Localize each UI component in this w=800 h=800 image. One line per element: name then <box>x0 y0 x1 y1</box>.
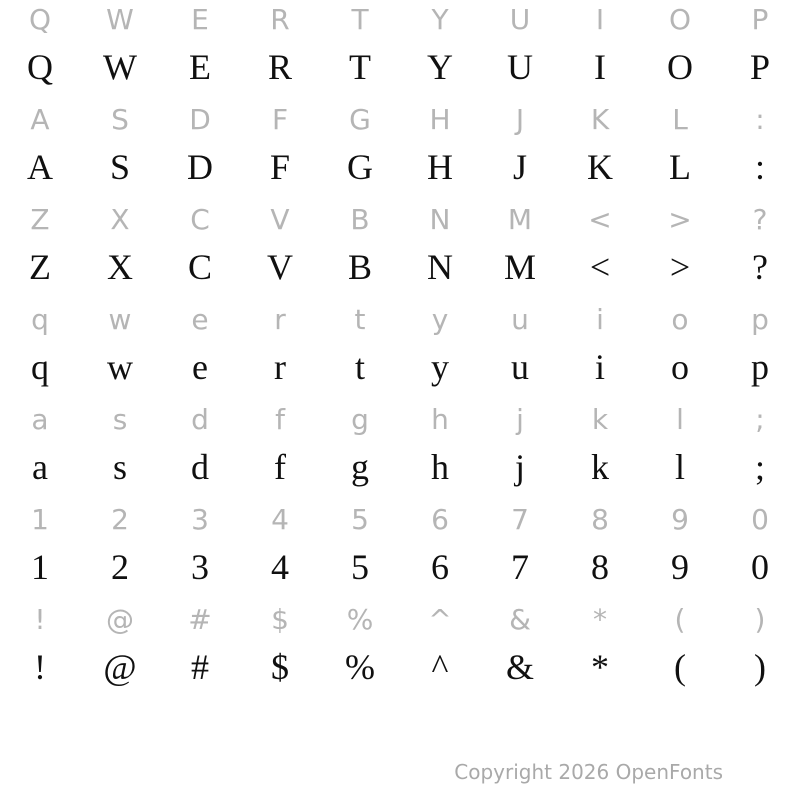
glyph-cell: C <box>190 202 210 236</box>
glyph-cell: A <box>27 147 53 187</box>
glyph-cell: @ <box>103 647 137 687</box>
glyph-cell: & <box>505 647 534 687</box>
glyph-cell: f <box>275 402 285 436</box>
glyph-cell: L <box>672 102 688 136</box>
glyph-cell: d <box>191 402 209 436</box>
glyph-cell: ( <box>674 647 686 687</box>
glyph-cell: ( <box>674 602 686 636</box>
glyph-cell: T <box>351 2 369 36</box>
specimen-row <box>0 338 800 396</box>
glyph-cell: ? <box>752 247 768 287</box>
glyph-cell: ) <box>754 602 766 636</box>
glyph-cell: C <box>187 247 212 287</box>
reference-row <box>0 600 800 638</box>
glyph-cell: < <box>588 202 612 236</box>
glyph-cell: ; <box>755 402 765 436</box>
glyph-cell: ! <box>34 602 46 636</box>
glyph-cell: G <box>347 147 373 187</box>
glyph-cell: 7 <box>511 502 529 536</box>
glyph-cell: ^ <box>431 647 449 687</box>
glyph-cell: h <box>431 402 449 436</box>
glyph-cell: < <box>589 247 611 287</box>
glyph-cell: P <box>749 47 771 87</box>
glyph-cell: U <box>509 2 531 36</box>
copyright-text: Copyright 2026 OpenFonts <box>454 760 723 784</box>
glyph-cell: p <box>751 347 769 387</box>
glyph-cell: F <box>271 102 289 136</box>
glyph-cell: 6 <box>431 547 449 587</box>
glyph-row-pair <box>0 300 800 400</box>
glyph-cell: 3 <box>191 502 209 536</box>
glyph-cell: y <box>431 302 449 336</box>
glyph-cell: B <box>350 202 370 236</box>
reference-row <box>0 100 800 138</box>
glyph-cell: ^ <box>428 602 452 636</box>
glyph-cell: R <box>270 2 290 36</box>
glyph-cell: ) <box>754 647 766 687</box>
glyph-cell: Q <box>27 47 53 87</box>
glyph-cell: B <box>347 247 372 287</box>
specimen-row <box>0 438 800 496</box>
glyph-cell: l <box>674 447 685 487</box>
glyph-cell: U <box>507 47 533 87</box>
glyph-cell: 5 <box>351 547 369 587</box>
glyph-cell: w <box>107 347 133 387</box>
glyph-cell: 1 <box>31 502 49 536</box>
glyph-cell: F <box>269 147 291 187</box>
glyph-cell: * <box>593 602 607 636</box>
glyph-cell: 4 <box>271 502 289 536</box>
glyph-cell: g <box>351 402 369 436</box>
glyph-cell: 8 <box>591 547 609 587</box>
glyph-row-pair <box>0 600 800 700</box>
glyph-cell: W <box>106 2 134 36</box>
glyph-cell: O <box>668 2 692 36</box>
glyph-cell: ? <box>752 202 768 236</box>
glyph-cell: 1 <box>31 547 49 587</box>
glyph-cell: * <box>591 647 609 687</box>
glyph-cell: p <box>751 302 769 336</box>
glyph-cell: 8 <box>591 502 609 536</box>
glyph-row-pair <box>0 500 800 600</box>
glyph-cell: $ <box>271 647 289 687</box>
glyph-cell: W <box>103 47 137 87</box>
specimen-row <box>0 38 800 96</box>
reference-row <box>0 300 800 338</box>
glyph-cell: O <box>667 47 693 87</box>
glyph-cell: i <box>596 302 604 336</box>
glyph-cell: ; <box>754 447 765 487</box>
glyph-cell: 6 <box>431 502 449 536</box>
glyph-cell: e <box>192 347 208 387</box>
glyph-cell: : <box>755 102 765 136</box>
glyph-cell: X <box>110 202 130 236</box>
glyph-cell: K <box>587 147 613 187</box>
glyph-cell: H <box>427 147 453 187</box>
specimen-row <box>0 538 800 596</box>
glyph-cell: E <box>189 47 211 87</box>
glyph-cell: h <box>431 447 449 487</box>
glyph-cell: T <box>349 47 371 87</box>
glyph-cell: H <box>429 102 451 136</box>
glyph-cell: 0 <box>751 547 769 587</box>
glyph-cell: V <box>270 202 290 236</box>
glyph-cell: j <box>514 447 525 487</box>
glyph-cell: D <box>189 102 211 136</box>
specimen-row <box>0 138 800 196</box>
glyph-cell: $ <box>271 602 289 636</box>
glyph-cell: P <box>751 2 769 36</box>
glyph-cell: 3 <box>191 547 209 587</box>
glyph-cell: V <box>267 247 293 287</box>
glyph-cell: > <box>669 247 691 287</box>
glyph-cell: o <box>671 347 689 387</box>
glyph-cell: N <box>429 202 451 236</box>
glyph-cell: Q <box>28 2 52 36</box>
glyph-cell: q <box>31 302 49 336</box>
glyph-cell: 4 <box>271 547 289 587</box>
reference-row <box>0 400 800 438</box>
glyph-cell: s <box>112 447 127 487</box>
glyph-cell: k <box>591 447 609 487</box>
glyph-cell: q <box>31 347 49 387</box>
glyph-cell: k <box>591 402 609 436</box>
glyph-cell: 9 <box>671 502 689 536</box>
glyph-cell: I <box>595 2 605 36</box>
glyph-cell: M <box>503 247 536 287</box>
glyph-cell: w <box>108 302 132 336</box>
glyph-cell: 2 <box>111 547 129 587</box>
glyph-cell: M <box>507 202 533 236</box>
reference-row <box>0 500 800 538</box>
glyph-cell: A <box>30 102 50 136</box>
glyph-cell: Z <box>30 202 50 236</box>
glyph-cell: # <box>188 602 212 636</box>
glyph-cell: % <box>345 647 375 687</box>
glyph-row-pair <box>0 400 800 500</box>
glyph-cell: u <box>511 347 529 387</box>
glyph-cell: o <box>671 302 689 336</box>
glyph-cell: g <box>351 447 369 487</box>
glyph-cell: d <box>191 447 209 487</box>
glyph-cell: f <box>274 447 286 487</box>
glyph-cell: 5 <box>351 502 369 536</box>
glyph-cell: : <box>754 147 765 187</box>
glyph-cell: > <box>668 202 692 236</box>
glyph-cell: % <box>346 602 374 636</box>
glyph-cell: S <box>111 102 129 136</box>
glyph-cell: @ <box>106 602 134 636</box>
glyph-cell: i <box>594 347 605 387</box>
glyph-cell: a <box>31 402 49 436</box>
glyph-cell: Z <box>29 247 51 287</box>
glyph-cell: t <box>354 347 365 387</box>
glyph-cell: Y <box>427 47 453 87</box>
glyph-cell: t <box>354 302 366 336</box>
glyph-cell: 7 <box>511 547 529 587</box>
glyph-cell: D <box>187 147 213 187</box>
specimen-row <box>0 638 800 696</box>
glyph-row-pair <box>0 100 800 200</box>
glyph-cell: ! <box>34 647 46 687</box>
glyph-cell: 0 <box>751 502 769 536</box>
glyph-cell: & <box>509 602 531 636</box>
glyph-cell: 2 <box>111 502 129 536</box>
specimen-row <box>0 238 800 296</box>
glyph-cell: y <box>431 347 449 387</box>
glyph-cell: 9 <box>671 547 689 587</box>
reference-row <box>0 200 800 238</box>
glyph-cell: s <box>112 402 128 436</box>
glyph-cell: S <box>109 147 131 187</box>
glyph-cell: j <box>516 402 524 436</box>
glyph-cell: # <box>191 647 209 687</box>
glyph-cell: J <box>515 102 525 136</box>
glyph-cell: G <box>349 102 371 136</box>
glyph-cell: u <box>511 302 529 336</box>
glyph-cell: I <box>594 47 606 87</box>
glyph-cell: J <box>512 147 527 187</box>
reference-row <box>0 0 800 38</box>
glyph-cell: r <box>274 347 286 387</box>
glyph-cell: K <box>590 102 610 136</box>
glyph-cell: Y <box>431 2 449 36</box>
glyph-cell: X <box>107 247 133 287</box>
glyph-cell: l <box>676 402 684 436</box>
glyph-row-pair <box>0 200 800 300</box>
glyph-row-pair <box>0 0 800 100</box>
glyph-cell: L <box>669 147 691 187</box>
glyph-cell: R <box>267 47 292 87</box>
glyph-cell: a <box>32 447 48 487</box>
glyph-cell: r <box>274 302 286 336</box>
glyph-cell: e <box>191 302 209 336</box>
glyph-cell: N <box>427 247 453 287</box>
glyph-cell: E <box>191 2 209 36</box>
